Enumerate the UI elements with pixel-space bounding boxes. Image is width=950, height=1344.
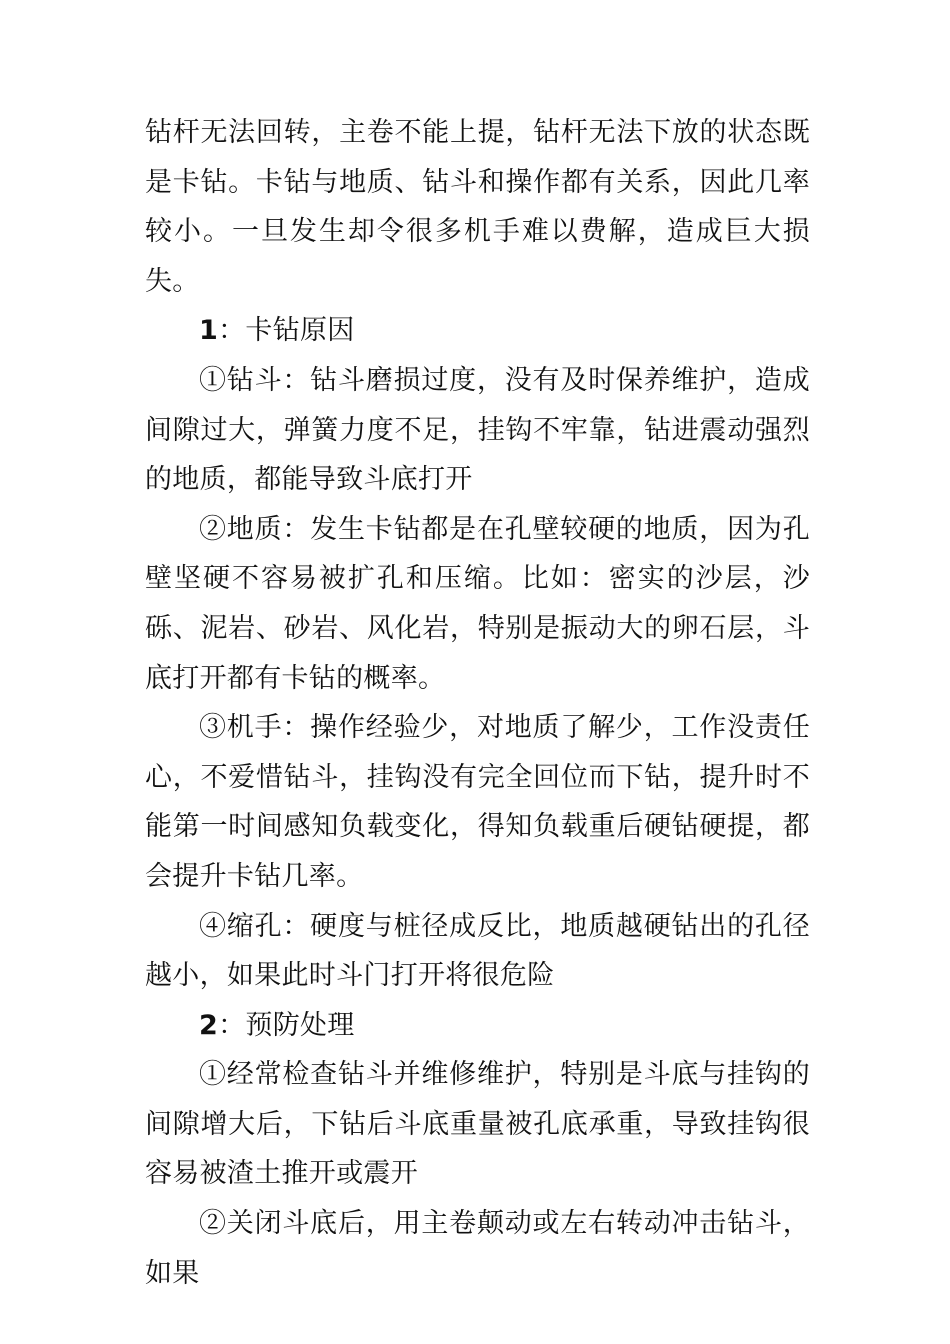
section-heading-causes <box>145 306 810 356</box>
paragraph-drill-bucket: ①钻斗：钻斗磨损过度，没有及时保养维护，造成间隙过大，弹簧力度不足，挂钩不牢靠，钻进震动强烈的地质，都能导致斗底打开 <box>145 364 810 496</box>
section-number: 2 <box>199 1009 219 1041</box>
paragraph-intro: 钻杆无法回转，主卷不能上提，钻杆无法下放的状态既是卡钻。卡钻与地质、钻斗和操作都有关系，因此几率较小。一旦发生却令很多机手难以费解，造成巨大损失。 <box>145 117 810 297</box>
section-number: 1 <box>199 315 219 347</box>
paragraph-closing-bottom: ②关闭斗底后，用主卷颠动或左右转动冲击钻斗，如果 <box>145 1208 810 1289</box>
section-title: ：卡钻原因 <box>218 315 355 347</box>
paragraph-geology: ②地质：发生卡钻都是在孔壁较硬的地质，因为孔壁坚硬不容易被扩孔和压缩。比如：密实的沙层，沙砾、泥岩、砂岩、风化岩，特别是振动大的卵石层，斗底打开都有卡钻的概率。 <box>145 513 810 694</box>
paragraph-inspection: ①经常检查钻斗并维修维护，特别是斗底与挂钩的间隙增大后，下钻后斗底重量被孔底承重，导致挂钩很容易被渣土推开或震开 <box>145 1059 810 1190</box>
document-body <box>145 108 810 1298</box>
section-heading-prevention <box>145 1001 810 1051</box>
paragraph-hole-shrinkage: ④缩孔：硬度与桩径成反比，地质越硬钻出的孔径越小，如果此时斗门打开将很危险 <box>145 910 810 992</box>
section-title: ：预防处理 <box>218 1009 355 1041</box>
paragraph-operator: ③机手：操作经验少，对地质了解少，工作没责任心，不爱惜钻斗，挂钩没有完全回位而下钻，提升时不能第一时间感知负载变化，得知负载重后硬钻硬提，都会提升卡钻几率。 <box>145 712 810 892</box>
